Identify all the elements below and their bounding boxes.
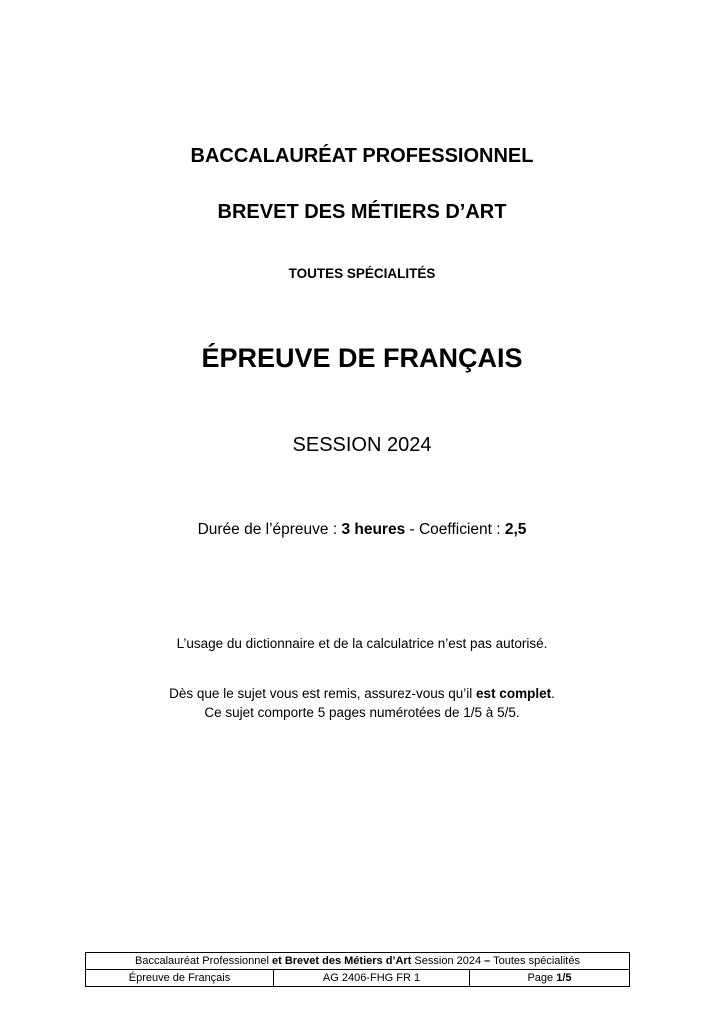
footer-page-number: 1/5 bbox=[556, 972, 572, 984]
duration-value: 3 heures bbox=[341, 521, 406, 538]
exam-title: ÉPREUVE DE FRANÇAIS bbox=[201, 343, 523, 373]
coefficient-value: 2,5 bbox=[504, 521, 527, 538]
footer-row-info bbox=[86, 970, 630, 987]
duration-label: Durée de l’épreuve : bbox=[197, 521, 342, 538]
subtitle-specialites: TOUTES SPÉCIALITÉS bbox=[288, 266, 436, 281]
pages-notice: Ce sujet comporte 5 pages numérotées de 1/5 à 5/5. bbox=[204, 705, 520, 720]
footer-bac-text: Baccalauréat Professionnel bbox=[135, 955, 272, 967]
footer-table bbox=[85, 952, 630, 987]
completeness-notice bbox=[0, 686, 724, 701]
footer-dash: – bbox=[484, 955, 491, 967]
coefficient-label: - Coefficient : bbox=[405, 521, 505, 538]
footer-code: AG 2406-FHG FR 1 bbox=[274, 970, 470, 987]
usage-notice: L’usage du dictionnaire et de la calculatrice n’est pas autorisé. bbox=[176, 636, 548, 651]
exam-duration-coefficient bbox=[0, 521, 724, 539]
footer-session-text: Session 2024 bbox=[411, 955, 485, 967]
completeness-emphasis: est complet bbox=[476, 686, 552, 701]
footer-page-label: Page bbox=[527, 972, 557, 984]
footer-specialites-text: Toutes spécialités bbox=[490, 955, 580, 967]
completeness-text: Dès que le sujet vous est remis, assurez-vous qu’il bbox=[169, 686, 477, 701]
footer-brevet-text: et Brevet des Métiers d’Art bbox=[271, 955, 412, 967]
exam-session: SESSION 2024 bbox=[292, 434, 432, 456]
footer-page bbox=[470, 970, 630, 987]
footer-row-title bbox=[86, 953, 630, 970]
title-brevet: BREVET DES MÉTIERS D’ART bbox=[217, 201, 507, 223]
completeness-end: . bbox=[551, 686, 555, 701]
footer-exam-label bbox=[86, 953, 630, 970]
footer-subject: Épreuve de Français bbox=[86, 970, 274, 987]
title-baccalaureat: BACCALAURÉAT PROFESSIONNEL bbox=[190, 145, 534, 167]
